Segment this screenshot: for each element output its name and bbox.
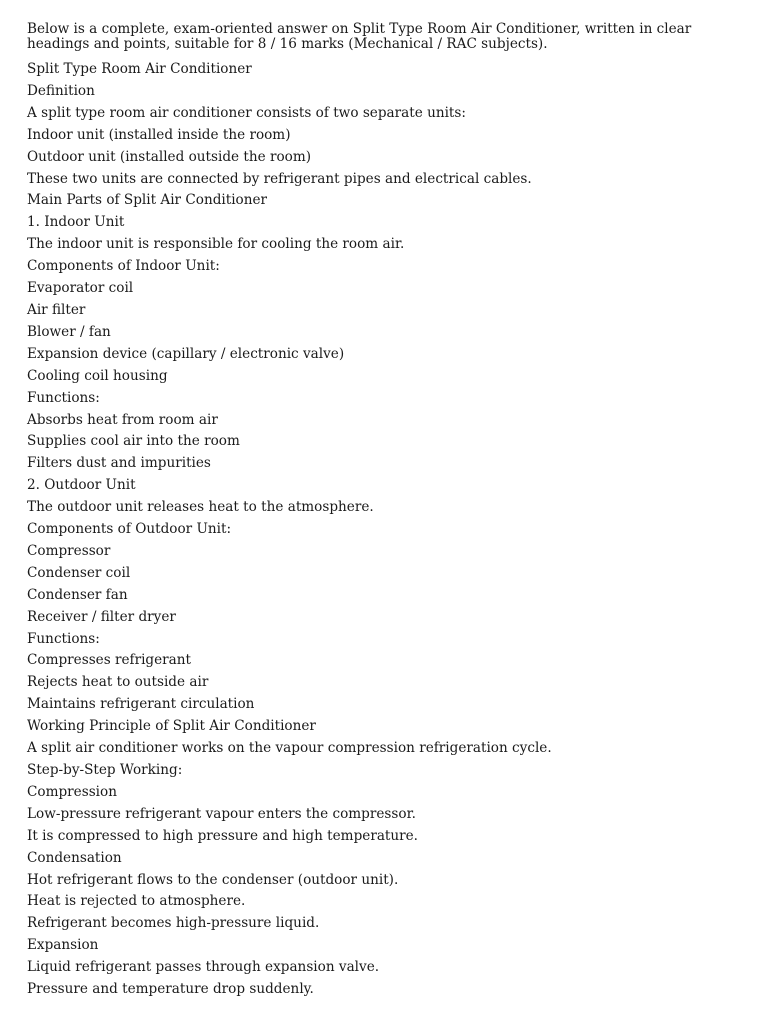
text-line: Rejects heat to outside air — [27, 674, 209, 691]
text-line: 2. Outdoor Unit — [27, 477, 136, 494]
text-line: Compression — [27, 783, 117, 800]
text-line: These two units are connected by refrigerant pipes and electrical cables. — [27, 170, 532, 187]
text-line: Evaporator coil — [27, 280, 134, 297]
text-line: Refrigerant becomes high-pressure liquid. — [27, 915, 320, 932]
text-line: Maintains refrigerant circulation — [27, 696, 255, 713]
text-line: Filters dust and impurities — [27, 455, 211, 472]
text-line: Compressor — [27, 542, 111, 559]
text-line: Heat is rejected to atmosphere. — [27, 893, 246, 910]
text-line: Split Type Room Air Conditioner — [27, 61, 252, 77]
text-line: Compresses refrigerant — [27, 652, 192, 669]
text-line: Low-pressure refrigerant vapour enters the compressor. — [27, 805, 416, 822]
text-line: Components of Indoor Unit: — [27, 258, 220, 275]
intro-paragraph: Below is a complete, exam-oriented answer on Split Type Room Air Conditioner, written in clear headings and points, suitable for 8 / 16 marks (Mechanical / RAC subjects). — [27, 21, 692, 52]
text-line: 1. Indoor Unit — [27, 214, 125, 231]
document-lines — [27, 59, 745, 1001]
text-line: A split air conditioner works on the vapour compression refrigeration cycle. — [27, 740, 552, 757]
text-line: Components of Outdoor Unit: — [27, 521, 232, 538]
text-line: Condenser coil — [27, 564, 131, 581]
text-line: Main Parts of Split Air Conditioner — [27, 192, 268, 209]
text-line: It is compressed to high pressure and high temperature. — [27, 827, 419, 844]
text-line: Hot refrigerant flows to the condenser (outdoor unit). — [27, 871, 399, 888]
text-line: Functions: — [27, 630, 100, 647]
text-line: Liquid refrigerant passes through expansion valve. — [27, 959, 380, 976]
text-line: Condensation — [27, 849, 122, 866]
text-line: Expansion — [27, 937, 99, 954]
text-line: Indoor unit (installed inside the room) — [27, 126, 291, 143]
text-line: Supplies cool air into the room — [27, 433, 240, 450]
text-line: The indoor unit is responsible for cooling the room air. — [27, 236, 405, 253]
text-line: Working Principle of Split Air Conditioner — [27, 718, 316, 735]
text-line: Step-by-Step Working: — [27, 762, 183, 778]
document-body — [27, 22, 745, 1001]
text-line: Cooling coil housing — [27, 367, 168, 384]
text-line: Absorbs heat from room air — [27, 411, 218, 428]
text-line: The outdoor unit releases heat to the atmosphere. — [27, 499, 374, 516]
text-line: Pressure and temperature drop suddenly. — [27, 981, 314, 998]
text-line: Functions: — [27, 389, 100, 406]
text-line: Outdoor unit (installed outside the room) — [27, 148, 312, 165]
text-line: Blower / fan — [27, 323, 111, 340]
text-line: Receiver / filter dryer — [27, 608, 176, 625]
text-line: A split type room air conditioner consists of two separate units: — [27, 104, 466, 121]
text-line: Air filter — [27, 301, 86, 318]
text-line: Expansion device (capillary / electronic valve) — [27, 345, 345, 362]
text-line: Condenser fan — [27, 586, 128, 603]
text-line: Definition — [27, 82, 95, 99]
